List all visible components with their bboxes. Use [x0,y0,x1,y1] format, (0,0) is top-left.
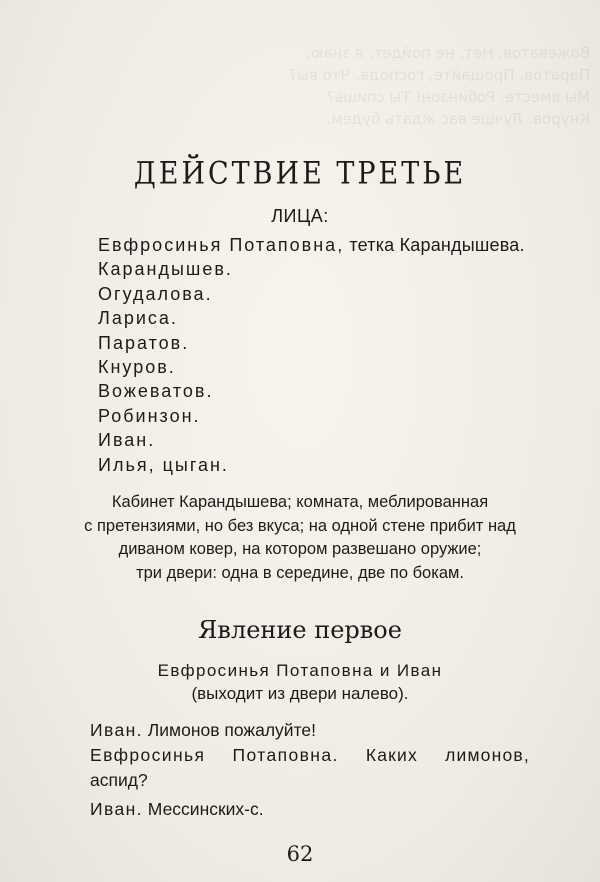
dialogue-line [90,797,530,822]
dialogue-line [90,743,530,768]
setting-line: с претензиями, но без вкуса; на одной стене прибит над [84,516,516,535]
person-name: Евфросинья Потаповна, [98,235,345,255]
setting-line: диваном ковер, на котором развешано оружие; [118,540,482,558]
list-item [98,453,525,477]
person-name: Кнуров. [98,356,176,377]
list-item [98,379,525,403]
scene-persons-names: Евфросинья Потаповна и Иван [157,661,443,680]
dialogue-line [90,718,530,743]
speaker: Иван. [90,720,143,740]
person-name: Иван. [98,430,156,451]
show-through-text: Вожеватов. Нет, не пойдет, я знаю. Паратов. Прощайте, господа. Что вы? Мы вместе. Робинзон! Ты спишь? Кнуров. Лучше вас ждать будем. [288,44,590,128]
person-name: Вожеватов. [98,381,214,402]
act-title: ДЕЙСТВИЕ ТРЕТЬЕ [133,155,467,192]
persons-heading: ЛИЦА: [271,206,329,226]
person-name: Робинзон. [98,405,201,426]
person-name: Паратов. [98,332,190,353]
dialogue-line-continuation: аспид? [90,770,148,790]
line-text: Лимонов пожалуйте! [142,720,316,740]
list-item [98,282,525,306]
person-note: тетка Карандышева. [344,235,525,255]
line-text: Каких [365,745,418,765]
list-item [98,355,525,379]
line-text: Мессинских-с. [142,799,264,819]
stage-direction: (выходит из двери налево). [191,684,409,703]
persons-list [98,233,525,477]
page-number: 62 [286,842,314,866]
person-name: Лариса. [98,308,178,329]
scene-title: Явление первое [198,616,402,644]
list-item [98,306,525,330]
dialogue [90,718,530,822]
list-item [98,331,525,355]
stage-setting [0,491,600,585]
list-item [98,428,525,452]
person-name: Карандышев. [98,259,233,280]
scene-persons [0,659,600,705]
person-name: Огудалова. [98,283,213,304]
speaker: Евфросинья [90,745,206,765]
speaker: Потаповна. [232,745,339,765]
setting-line: Кабинет Карандышева; комната, меблированная [111,493,489,511]
list-item [98,404,525,428]
list-item [98,233,525,257]
line-text: лимонов, [445,745,530,765]
speaker: Иван. [90,799,143,819]
person-name: Илья, цыган. [98,454,229,475]
list-item [98,257,525,281]
setting-line: три двери: одна в середине, две по бокам. [136,563,464,582]
